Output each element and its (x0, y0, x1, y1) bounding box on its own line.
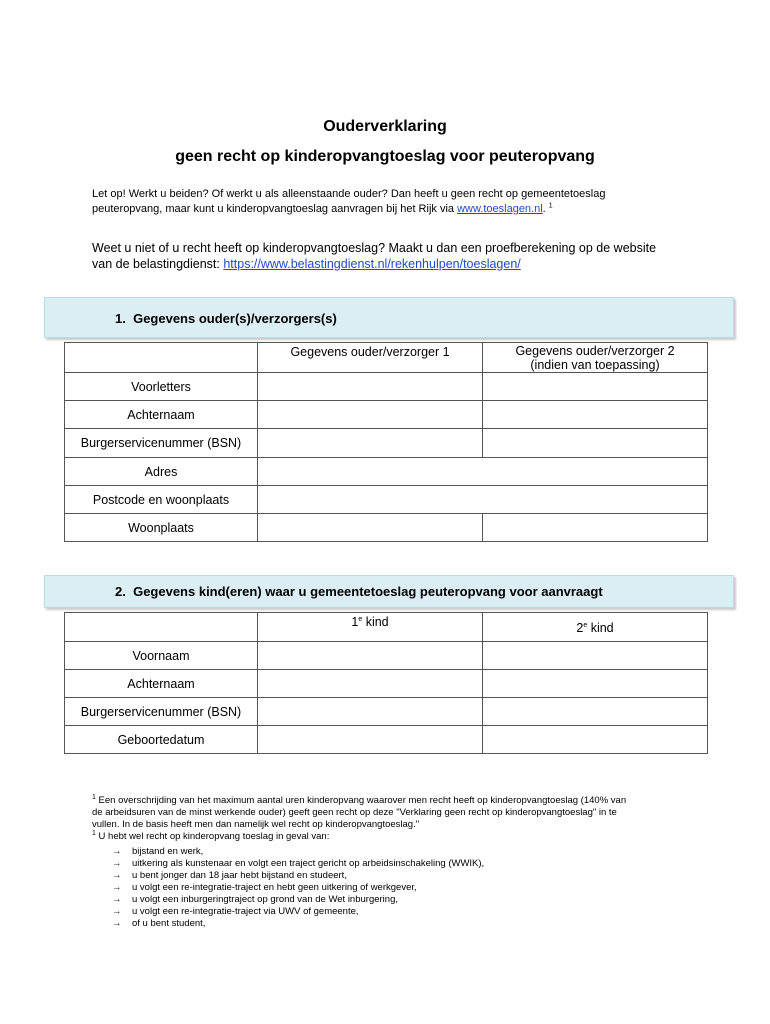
list-item (92, 906, 692, 918)
child-2-voornaam-field[interactable] (483, 642, 708, 670)
intro2-line2 (92, 256, 692, 272)
table-row (65, 613, 708, 642)
page-subtitle: geen recht op kinderopvangtoeslag voor peuteropvang (175, 148, 595, 165)
row-label-child-bsn: Burgerservicenummer (BSN) (65, 698, 258, 726)
col-header-parent-2-line1: Gegevens ouder/verzorger 2 (515, 344, 675, 358)
table-row (65, 343, 708, 373)
table-row (65, 642, 708, 670)
belastingdienst-link[interactable]: https://www.belastingdienst.nl/rekenhulpen/toeslagen/ (223, 257, 521, 271)
child-2-sup: e (583, 621, 588, 629)
child-1-bsn-field[interactable] (258, 698, 483, 726)
child-1-geboortedatum-field[interactable] (258, 726, 483, 754)
corner-cell (65, 613, 258, 642)
child-2-achternaam-field[interactable] (483, 670, 708, 698)
parent-1-achternaam-field[interactable] (258, 401, 483, 429)
parent-1-woonplaats-field[interactable] (258, 514, 483, 542)
col-header-parent-2-line2: (indien van toepassing) (530, 358, 660, 372)
page-title: Ouderverklaring (323, 118, 447, 135)
col-header-parent-2 (483, 343, 708, 373)
child-1-number: 1 (351, 615, 359, 629)
child-1-achternaam-field[interactable] (258, 670, 483, 698)
footnote-2-ref: 1 (92, 829, 96, 837)
parent-2-woonplaats-field[interactable] (483, 514, 708, 542)
table-row (65, 401, 708, 429)
child-1-voornaam-field[interactable] (258, 642, 483, 670)
row-label-postcode: Postcode en woonplaats (65, 486, 258, 514)
corner-cell (65, 343, 258, 373)
row-label-bsn: Burgerservicenummer (BSN) (65, 429, 258, 458)
footnote-ref-1: 1 (548, 202, 553, 210)
list-item-text: u volgt een inburgeringtraject op grond van de Wet inburgering, (132, 894, 398, 905)
list-item (92, 858, 692, 870)
col-header-child-2 (483, 613, 708, 642)
col-header-parent-1: Gegevens ouder/verzorger 1 (258, 343, 483, 373)
intro-paragraph-2 (92, 240, 692, 272)
list-item-text: bijstand en werk, (132, 846, 204, 857)
parent-2-bsn-field[interactable] (483, 429, 708, 458)
toeslagen-link[interactable]: www.toeslagen.nl (457, 203, 543, 215)
footnote-1-line1-text: Een overschrijding van het maximum aantal uren kinderopvang waarover men recht heeft op kinderopvangtoeslag (140% van (98, 795, 627, 806)
section-2-title (115, 584, 603, 599)
child-1-word: kind (365, 615, 389, 629)
intro1-line2 (92, 202, 692, 217)
list-item (92, 894, 692, 906)
table-row (65, 726, 708, 754)
parent-2-achternaam-field[interactable] (483, 401, 708, 429)
table-row (65, 514, 708, 542)
parent-2-voorletters-field[interactable] (483, 373, 708, 401)
row-label-achternaam: Achternaam (65, 401, 258, 429)
row-label-voorletters: Voorletters (65, 373, 258, 401)
intro1-line2-suffix: . (542, 203, 546, 215)
arrow-icon: → (112, 906, 122, 917)
arrow-icon: → (112, 882, 122, 893)
list-item-text: u bent jonger dan 18 jaar hebt bijstand en studeert, (132, 870, 347, 881)
row-label-geboortedatum: Geboortedatum (65, 726, 258, 754)
list-item (92, 870, 692, 882)
section-1-header (44, 297, 734, 338)
section-2-number: 2. (115, 584, 126, 599)
child-2-word: kind (590, 621, 614, 635)
footnote-1-line3: vullen. In de basis heeft men dan namelijk wel recht op kinderopvangtoeslag." (92, 819, 420, 830)
table-row (65, 373, 708, 401)
adres-field[interactable] (258, 458, 708, 486)
arrow-icon: → (112, 858, 122, 869)
table-row (65, 458, 708, 486)
intro1-line1: Let op! Werkt u beiden? Of werkt u als alleenstaande ouder? Dan heeft u geen recht op gemeentetoeslag (92, 188, 606, 200)
child-2-geboortedatum-field[interactable] (483, 726, 708, 754)
child-1-sup: e (358, 615, 363, 623)
section-2-header (44, 575, 734, 608)
col-header-child-1 (258, 613, 483, 642)
intro2-line2-prefix: van de belastingdienst: (92, 257, 224, 271)
postcode-woonplaats-field[interactable] (258, 486, 708, 514)
child-2-bsn-field[interactable] (483, 698, 708, 726)
section-1-title (115, 311, 337, 326)
intro-paragraph-1 (92, 187, 692, 217)
footnote-2-intro-text: U hebt wel recht op kinderopvang toeslag in geval van: (98, 831, 330, 842)
section-1-title-text: Gegevens ouder(s)/verzorgers(s) (133, 311, 337, 326)
footnote-2-list (92, 846, 692, 930)
table-row (65, 429, 708, 458)
intro2-line1: Weet u niet of u recht heeft op kinderopvangtoeslag? Maakt u dan een proefberekening op de website (92, 241, 657, 255)
arrow-icon: → (112, 894, 122, 905)
footnote-1 (92, 795, 702, 843)
children-table (64, 612, 708, 754)
table-row (65, 486, 708, 514)
row-label-adres: Adres (65, 458, 258, 486)
arrow-icon: → (112, 918, 122, 929)
list-item (92, 882, 692, 894)
row-label-voornaam: Voornaam (65, 642, 258, 670)
footnote-1-ref: 1 (92, 793, 96, 801)
parent-1-voorletters-field[interactable] (258, 373, 483, 401)
list-item-text: u volgt een re-integratie-traject via UWV of gemeente, (132, 906, 359, 917)
list-item-text: of u bent student, (132, 918, 206, 929)
footnote-2-intro (92, 831, 702, 843)
table-row (65, 698, 708, 726)
section-1-number: 1. (115, 311, 126, 326)
row-label-woonplaats: Woonplaats (65, 514, 258, 542)
child-2-number: 2 (576, 621, 584, 635)
footnote-1-line1 (92, 795, 702, 807)
intro1-line2-prefix: peuteropvang, maar kunt u kinderopvangtoeslag aanvragen bij het Rijk via (92, 203, 458, 215)
list-item-text: uitkering als kunstenaar en volgt een traject gericht op arbeidsinschakeling (WWIK), (132, 858, 485, 869)
list-item-text: u volgt een re-integratie-traject en hebt geen uitkering of werkgever, (132, 882, 417, 893)
arrow-icon: → (112, 846, 122, 857)
footnote-1-line2: de arbeidsuren van de minst werkende ouder) geeft geen recht op deze "Verklaring geen recht op kinderopvangtoeslag" in te (92, 807, 617, 818)
list-item (92, 846, 692, 858)
list-item (92, 918, 692, 930)
table-row (65, 670, 708, 698)
parent-1-bsn-field[interactable] (258, 429, 483, 458)
arrow-icon: → (112, 870, 122, 881)
section-2-title-text: Gegevens kind(eren) waar u gemeentetoeslag peuteropvang voor aanvraagt (133, 584, 603, 599)
parents-table (64, 342, 708, 542)
row-label-child-achternaam: Achternaam (65, 670, 258, 698)
